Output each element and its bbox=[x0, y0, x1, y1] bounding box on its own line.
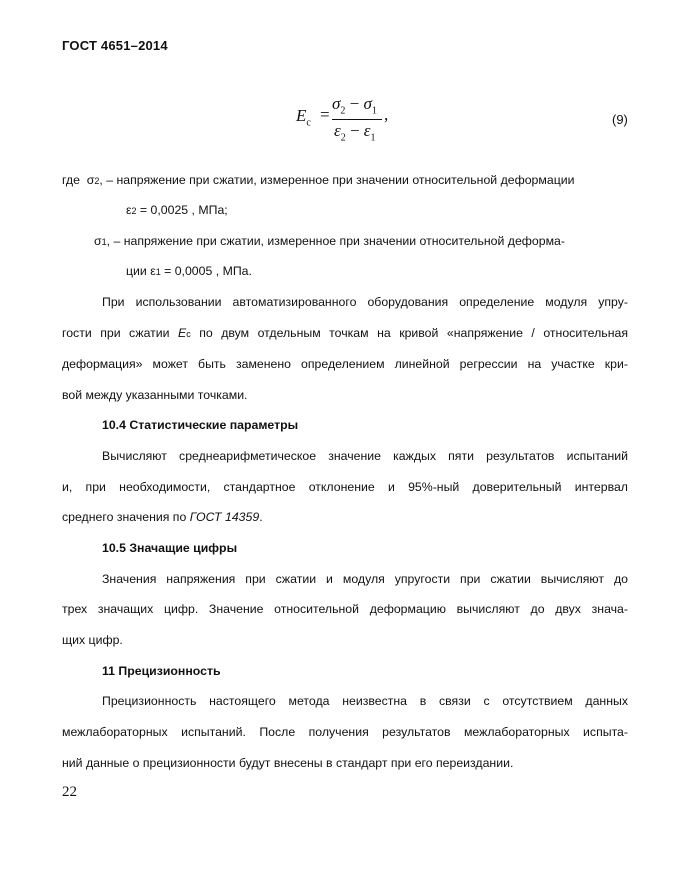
fraction-bar bbox=[332, 119, 382, 120]
paragraph-line: ний данные о прецизионности будут внесены в стандарт при его переиздании. bbox=[62, 756, 514, 770]
paragraph-line: трех значащих цифр. Значение относительной деформацию вычисляют до двух знача- bbox=[62, 602, 628, 616]
formula-numerator: $\sigma_2 - \sigma_1$ bbox=[332, 94, 377, 117]
page-number: 22 bbox=[62, 784, 77, 800]
formula-denominator: $\varepsilon_2 - \varepsilon_1$ bbox=[334, 121, 376, 144]
paragraph-line: При использовании автоматизированного оборудования определение модуля упру- bbox=[102, 295, 628, 309]
paragraph-line: вой между указанными точками. bbox=[62, 388, 248, 402]
section-heading-11: 11 Прецизионность bbox=[102, 664, 221, 678]
formula-comma: , bbox=[384, 105, 389, 124]
paragraph-line: щих цифр. bbox=[62, 633, 123, 647]
paragraph-line: среднего значения по ГОСТ 14359. bbox=[62, 510, 263, 524]
paragraph-line: Прецизионность настоящего метода неизвестна в связи с отсутствием данных bbox=[102, 694, 628, 708]
paragraph-line: гости при сжатии Ec по двум отдельным точкам на кривой «напряжение / относительная bbox=[62, 326, 628, 340]
paragraph-line: деформация» может быть заменено определением линейной регрессии на участке кри- bbox=[62, 357, 628, 371]
paragraph-line: Значения напряжения при сжатии и модуля упругости при сжатии вычисляют до bbox=[102, 572, 628, 586]
definition-eps2: ε2 = 0,0025 , МПа; bbox=[126, 203, 228, 217]
equation-number: (9) bbox=[612, 112, 628, 127]
standard-reference: ГОСТ 14359 bbox=[189, 510, 260, 524]
definition-eps1: ции ε1 = 0,0005 , МПа. bbox=[126, 264, 252, 278]
paragraph-line: межлабораторных испытаний. После получения результатов межлабораторных испыта- bbox=[62, 725, 628, 739]
definition-sigma2: где σ2, – напряжение при сжатии, измеренное при значении относительной деформации bbox=[62, 173, 575, 187]
section-heading-10-4: 10.4 Статистические параметры bbox=[102, 418, 299, 432]
paragraph-line: Вычисляют среднеарифметическое значение каждых пяти результатов испытаний bbox=[102, 449, 628, 463]
definition-sigma1: σ1, – напряжение при сжатии, измеренное при значении относительной деформа- bbox=[94, 234, 565, 248]
formula-lhs: $E_c$ bbox=[296, 106, 311, 129]
paragraph-line: и, при необходимости, стандартное отклонение и 95%-ный доверительный интервал bbox=[62, 480, 628, 494]
document-header: ГОСТ 4651–2014 bbox=[62, 38, 168, 53]
section-heading-10-5: 10.5 Значащие цифры bbox=[102, 541, 238, 555]
formula-9 bbox=[292, 92, 402, 148]
formula-equals: = bbox=[320, 105, 330, 124]
